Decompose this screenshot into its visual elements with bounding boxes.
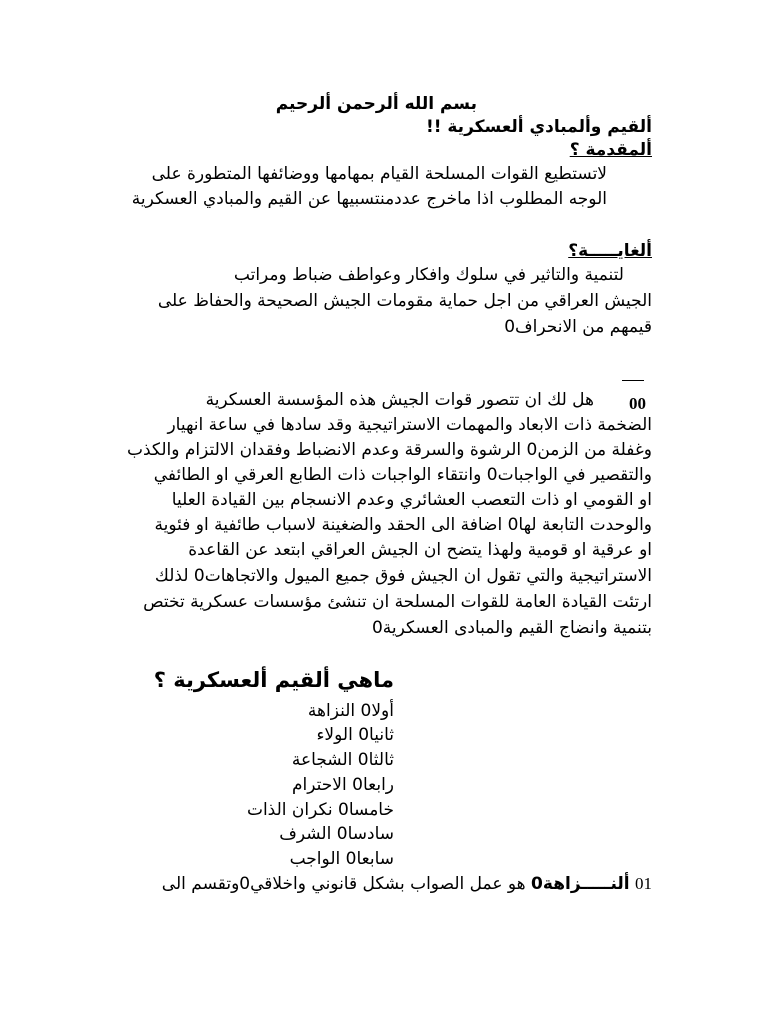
section-line: والوحدت التابعة لها0 اضافة الى الحقد والضغينة لاسباب طائفية او فئوية: [154, 515, 652, 535]
goal-line: قيمهم من الانحراف0: [504, 317, 652, 337]
value-item: ثانيا0 الولاء: [316, 725, 394, 745]
integrity-text: هو عمل الصواب بشكل قانوني واخلاقي0وتقسم الى: [161, 874, 526, 894]
section-marker-overline: [622, 380, 644, 381]
section-line: الضخمة ذات الابعاد والمهمات الاستراتيجية وقد سادها في ساعة انهيار: [167, 415, 652, 435]
goal-line: لتنمية والتاثير في سلوك وافكار وعواطف ضباط ومراتب: [233, 265, 624, 285]
value-item: سابعا0 الواجب: [289, 849, 394, 869]
integrity-term: ألنـــــزاهة0: [531, 874, 630, 894]
item-number: 01: [635, 874, 652, 893]
intro-line: الوجه المطلوب اذا ماخرج عددمنتسبيها عن القيم والمبادي العسكرية: [131, 189, 607, 209]
basmala: بسم الله ألرحمن ألرحيم: [275, 94, 477, 114]
goal-line: الجيش العراقي من اجل حماية مقومات الجيش الصحيحة والحفاظ على: [157, 291, 652, 311]
value-item: رابعا0 الاحترام: [292, 775, 394, 795]
integrity-definition: [0, 874, 768, 894]
document-title: ألقيم وألمبادي ألعسكرية !!: [425, 117, 652, 137]
value-item: خامسا0 نكران الذات: [246, 800, 394, 820]
section-line: وغفلة من الزمن0 الرشوة والسرقة وعدم الانضباط وفقدان الالتزام والكذب: [127, 440, 652, 460]
section-line: ارتئت القيادة العامة للقوات المسلحة ان تنشئ مؤسسات عسكرية تختص: [143, 592, 652, 612]
intro-line: لاتستطيع القوات المسلحة القيام بمهامها ووضائفها المتطورة على: [151, 164, 607, 184]
section-line: بتنمية وانضاج القيم والمبادى العسكرية0: [371, 618, 652, 638]
intro-heading: ألمقدمة ؟: [569, 140, 652, 160]
section-marker: 00: [629, 394, 646, 413]
section-line: او القومي او ذات التعصب العشائري وعدم الانسجام بين القيادة العليا: [171, 490, 652, 510]
value-item: سادسا0 الشرف: [279, 824, 394, 844]
section-line: او عرقية او قومية ولهذا يتضح ان الجيش العراقي ابتعد عن القاعدة: [188, 540, 652, 560]
value-item: ثالثا0 الشجاعة: [291, 750, 394, 770]
section-line: والتقصير في الواجبات0 وانتقاء الواجبات ذات الطابع العرقي او الطائفي: [153, 465, 652, 485]
section-line: الاستراتيجية والتي تقول ان الجيش فوق جميع الميول والاتجاهات0 لذلك: [154, 566, 652, 586]
section-line: هل لك ان تتصور قوات الجيش هذه المؤسسة العسكرية: [205, 390, 594, 410]
value-item: أولا0 النزاهة: [307, 701, 394, 721]
goal-heading: ألغايـــــة؟: [568, 241, 652, 261]
values-heading: ماهي ألقيم ألعسكرية ؟: [153, 668, 394, 692]
